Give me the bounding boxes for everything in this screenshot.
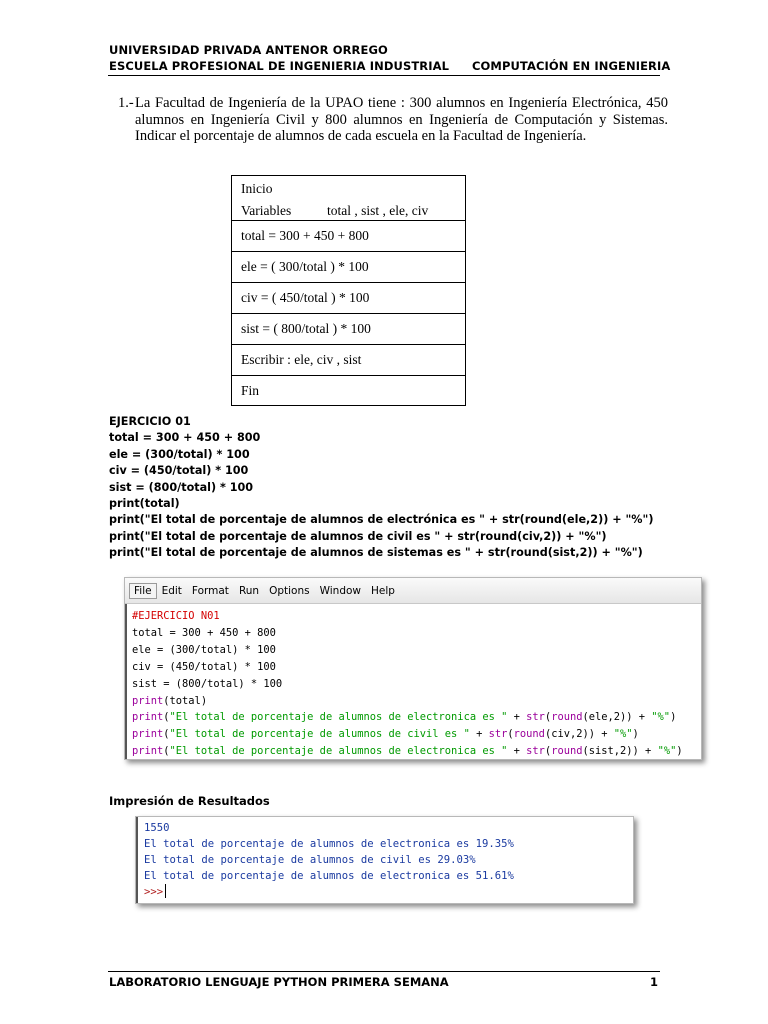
menu-format[interactable]: Format [191,584,229,597]
header-divider [108,75,660,76]
algorithm-step: civ = ( 450/total ) * 100 [232,283,465,314]
header-university: UNIVERSIDAD PRIVADA ANTENOR ORREGO [109,43,388,57]
algorithm-step: total = 300 + 450 + 800 [232,221,465,252]
algorithm-step: ele = ( 300/total ) * 100 [232,252,465,283]
code-line: sist = (800/total) * 100 [132,677,283,690]
shell-prompt: >>> [144,886,164,898]
output-line: 1550 [144,822,170,834]
code-line: print("El total de porcentaje de alumnos de civil es " + str(round(civ,2)) + "%") [132,728,639,741]
code-line: total = 300 + 450 + 800 [132,626,276,639]
code-line: print("El total de porcentaje de alumnos de electrónica es " + str(round(ele,2)) + "%") [109,513,654,527]
code-line: ele = (300/total) * 100 [132,643,276,656]
output-line: El total de porcentaje de alumnos de electronica es 19.35% [144,838,514,850]
header-course: COMPUTACIÓN EN INGENIERIA [472,59,671,73]
algorithm-step: sist = ( 800/total ) * 100 [232,314,465,345]
menu-options[interactable]: Options [269,584,310,597]
algorithm-start: Inicio [241,180,273,196]
code-line: print("El total de porcentaje de alumnos de electronica es " + str(round(sist,2)) + "%") [132,745,683,758]
ide-editor-window [124,577,702,760]
code-line: print("El total de porcentaje de alumnos de sistemas es " + str(round(sist,2)) + "%") [109,546,643,560]
shell-left-border [136,817,138,903]
problem-number: 1.- [118,95,134,111]
algorithm-table [231,175,466,406]
footer-divider [108,971,660,972]
editor-left-border [125,604,127,759]
menu-run[interactable]: Run [238,584,260,597]
algorithm-variables [232,201,465,221]
header-school: ESCUELA PROFESIONAL DE INGENIERIA INDUSTRIAL [109,59,450,73]
menu-window[interactable]: Window [319,584,361,597]
code-line: print(total) [109,497,180,511]
code-line: ele = (300/total) * 100 [109,447,250,461]
problem-statement [118,95,668,145]
variables-list: total , sist , ele, civ [327,202,429,218]
results-heading: Impresión de Resultados [109,794,270,808]
code-line: print("El total de porcentaje de alumnos de electronica es " + str(round(ele,2)) + "%") [132,711,677,724]
variables-label: Variables [241,202,292,218]
problem-text: La Facultad de Ingeniería de la UPAO tiene : 300 alumnos en Ingeniería Electrónica, 450 alumnos en Ingeniería Civil y 800 alumnos en Ingeniería de Computación y Sistemas. Indicar el porcentaje de alumnos de cada escuela en la Facultad de Ingeniería. [135,95,668,144]
ide-code-area[interactable] [125,604,701,760]
algorithm-end: Fin [241,382,260,398]
output-line: El total de porcentaje de alumnos de electronica es 51.61% [144,870,514,882]
code-line: print(total) [132,694,208,707]
text-cursor [165,884,166,898]
code-line: total = 300 + 450 + 800 [109,431,261,445]
code-line: print("El total de porcentaje de alumnos de civil es " + str(round(civ,2)) + "%") [109,529,607,543]
code-comment: #EJERCICIO N01 [132,610,220,622]
code-line: civ = (450/total) * 100 [109,464,249,478]
menu-file[interactable]: File [129,583,157,599]
code-line: sist = (800/total) * 100 [109,480,254,494]
code-line: civ = (450/total) * 100 [132,660,276,673]
page-number: 1 [650,975,659,989]
algorithm-step: Escribir : ele, civ , sist [232,345,465,376]
menu-edit[interactable]: Edit [161,584,182,597]
footer-title: LABORATORIO LENGUAJE PYTHON PRIMERA SEMANA [109,975,449,989]
shell-output-area[interactable] [136,817,633,900]
exercise-title: EJERCICIO 01 [109,415,191,428]
python-shell-output [135,816,634,904]
ide-menubar [125,578,701,604]
exercise-code-listing [109,414,653,562]
shell-prompt-line [144,884,633,900]
output-line: El total de porcentaje de alumnos de civil es 29.03% [144,854,476,866]
menu-help[interactable]: Help [371,584,395,597]
